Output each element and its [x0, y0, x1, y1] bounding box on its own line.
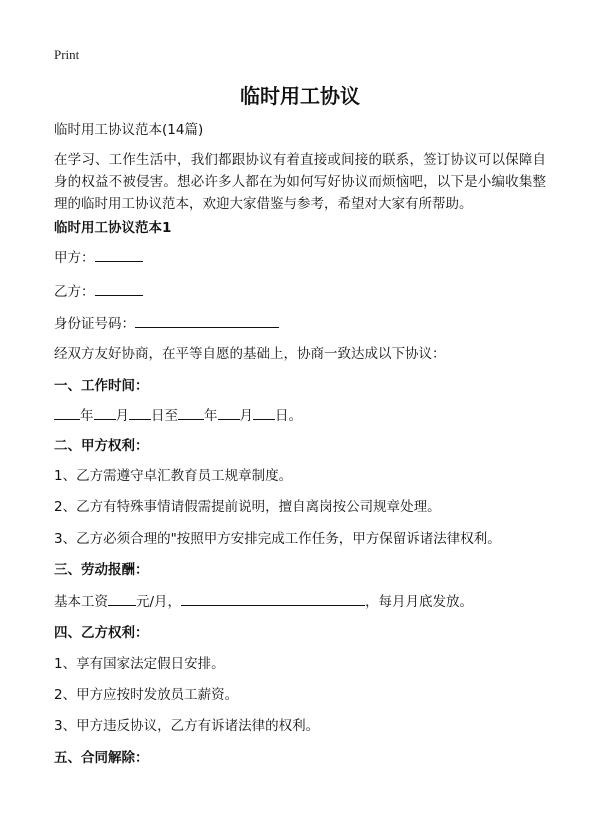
- end-year-blank: [178, 405, 204, 420]
- section-heading: 五、合同解除：: [54, 750, 149, 766]
- section-heading: 三、劳动报酬：: [54, 562, 149, 578]
- id-number-field: [54, 313, 279, 335]
- list-item: 1、享有国家法定假日安排。: [54, 656, 225, 672]
- section-heading: 一、工作时间：: [54, 378, 149, 394]
- section-heading: 四、乙方权利：: [54, 625, 149, 641]
- list-item: 3、乙方必须合理的"按照甲方安排完成工作任务，甲方保留诉诸法律权利。: [54, 531, 501, 547]
- party-b-field: [54, 281, 143, 303]
- list-item: 1、乙方需遵守卓汇教育员工规章制度。: [54, 468, 293, 484]
- party-a-label: 甲方：: [54, 250, 95, 266]
- start-day-blank: [129, 405, 151, 420]
- work-period: [54, 405, 302, 427]
- start-month-blank: [94, 405, 116, 420]
- end-day-blank: [253, 405, 275, 420]
- date-part: 月: [115, 408, 129, 424]
- intro-paragraph: 在学习、工作生活中，我们都跟协议有着直接或间接的联系，签订协议可以保障自身的权益不被侵害。想必许多人都在为如何写好协议而烦恼吧，以下是小编收集整理的临时用工协议范本，欢迎大家借鉴与参考，希望对大家有所帮助。: [54, 152, 546, 212]
- salary-prefix: 基本工资: [54, 594, 108, 610]
- list-item: 3、甲方违反协议，乙方有诉诸法律的权利。: [54, 718, 320, 734]
- list-item: 2、甲方应按时发放员工薪资。: [54, 687, 239, 703]
- date-part: 月: [239, 408, 253, 424]
- date-part: 日。: [275, 408, 302, 424]
- party-a-field: [54, 247, 143, 269]
- salary-note-blank: [181, 591, 365, 606]
- list-item: 2、乙方有特殊事情请假需提前说明，擅自离岗按公司规章处理。: [54, 499, 441, 515]
- id-number-blank: [135, 313, 279, 328]
- template-heading: 临时用工协议范本1: [54, 220, 172, 236]
- salary-line: [54, 591, 473, 613]
- date-part: 年: [80, 408, 94, 424]
- print-link[interactable]: Print: [54, 47, 80, 62]
- party-b-label: 乙方：: [54, 284, 95, 300]
- salary-unit: 元/月，: [136, 594, 182, 610]
- date-part: 年: [204, 408, 218, 424]
- end-month-blank: [218, 405, 240, 420]
- id-number-label: 身份证号码：: [54, 316, 135, 332]
- section-heading: 二、甲方权利：: [54, 438, 149, 454]
- party-b-blank: [95, 281, 143, 296]
- document-title: 临时用工协议: [240, 84, 360, 108]
- preamble: 经双方友好协商，在平等自愿的基础上，协商一致达成以下协议：: [54, 346, 446, 362]
- document-subtitle: 临时用工协议范本(14篇): [54, 122, 204, 138]
- salary-suffix: ，每月月底发放。: [365, 594, 474, 610]
- party-a-blank: [95, 247, 143, 262]
- salary-amount-blank: [108, 591, 136, 606]
- date-part: 日至: [151, 408, 178, 424]
- start-year-blank: [54, 405, 80, 420]
